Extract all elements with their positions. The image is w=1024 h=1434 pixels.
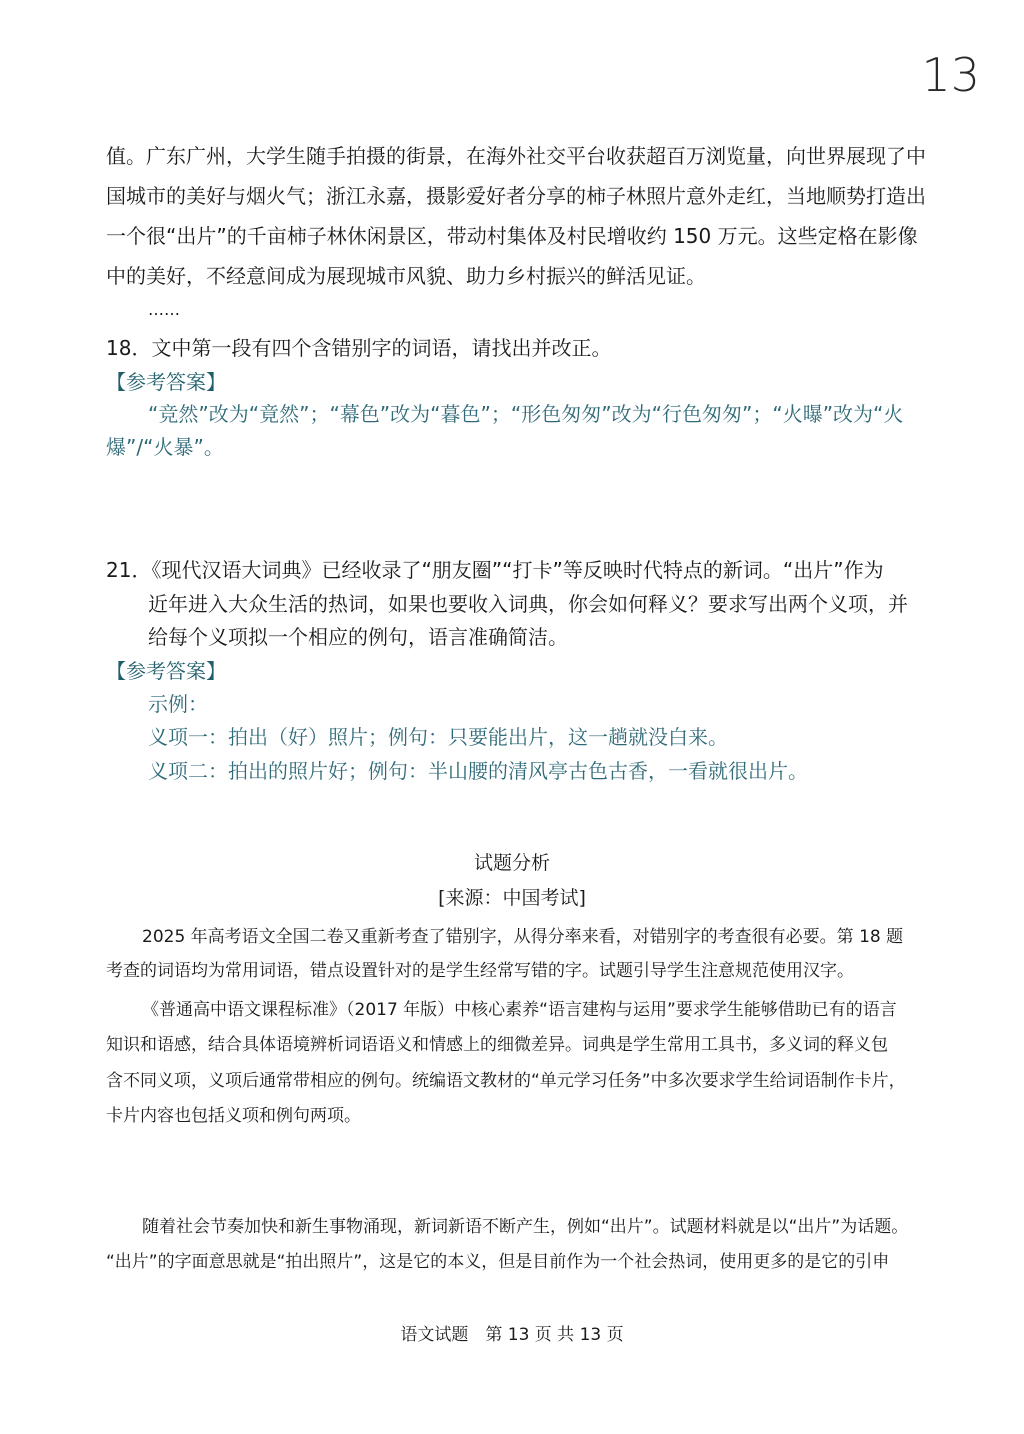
analysis-line: 含不同义项，义项后通常带相应的例句。统编语文教材的“单元学习任务”中多次要求学生给词语制作卡片， [106,1071,906,1091]
analysis-line: 2025 年高考语文全国二卷又重新考查了错别字，从得分率来看，对错别字的考查很有必要。第 18 题 [142,927,904,947]
answer-line: 义项二：拍出的照片好；例句：半山腰的清风亭古色古香，一看就很出片。 [148,759,808,783]
ellipsis: …… [148,300,180,319]
page-number-large: 13 [921,48,980,102]
passage-line: 一个很“出片”的千亩柿子林休闲景区，带动村集体及村民增收约 150 万元。这些定格在影像 [106,224,918,248]
analysis-line: 知识和语感，结合具体语境辨析词语语义和情感上的细微差异。词典是学生常用工具书，多义词的释义包 [106,1035,888,1055]
analysis-source: [来源：中国考试] [438,887,586,909]
analysis-line: “出片”的字面意思就是“拍出照片”，这是它的本义，但是目前作为一个社会热词，使用更多的是它的引申 [106,1252,890,1272]
passage-line: 中的美好，不经意间成为展现城市风貌、助力乡村振兴的鲜活见证。 [106,264,706,288]
page-footer: 语文试题 第 13 页 共 13 页 [400,1325,624,1345]
analysis-line: 考查的词语均为常用词语，错点设置针对的是学生经常写错的字。试题引导学生注意规范使用汉字。 [106,961,854,981]
analysis-line: 《普通高中语文课程标准》（2017 年版）中核心素养“语言建构与运用”要求学生能够借助已有的语言 [142,1000,897,1020]
question-21-line: 近年进入大众生活的热词，如果也要收入词典，你会如何释义？要求写出两个义项，并 [148,592,908,616]
answer-line: 示例： [148,692,208,716]
passage-line: 国城市的美好与烟火气；浙江永嘉，摄影爱好者分享的柿子林照片意外走红，当地顺势打造出 [106,184,926,208]
question-21: 21．《现代汉语大词典》已经收录了“朋友圈”“打卡”等反映时代特点的新词。“出片”作为 [106,558,884,582]
analysis-line: 随着社会节奏加快和新生事物涌现，新词新语不断产生，例如“出片”。试题材料就是以“出片”为话题。 [142,1217,909,1237]
answer-heading: 【参考答案】 [106,659,226,683]
question-18: 18．文中第一段有四个含错别字的词语，请找出并改正。 [106,336,612,360]
answer-line: “竞然”改为“竟然”；“幕色”改为“暮色”；“形色匆匆”改为“行色匆匆”；“火曝”改为“火 [148,402,904,426]
question-21-line: 给每个义项拟一个相应的例句，语言准确简洁。 [148,625,568,649]
analysis-title: 试题分析 [473,852,550,874]
analysis-line: 卡片内容也包括义项和例句两项。 [106,1106,361,1126]
answer-heading: 【参考答案】 [106,370,226,394]
answer-line: 义项一：拍出（好）照片；例句：只要能出片，这一趟就没白来。 [148,725,728,749]
answer-line: 爆”/“火暴”。 [106,435,224,459]
passage-line: 值。广东广州，大学生随手拍摄的街景，在海外社交平台收获超百万浏览量，向世界展现了中 [106,144,926,168]
